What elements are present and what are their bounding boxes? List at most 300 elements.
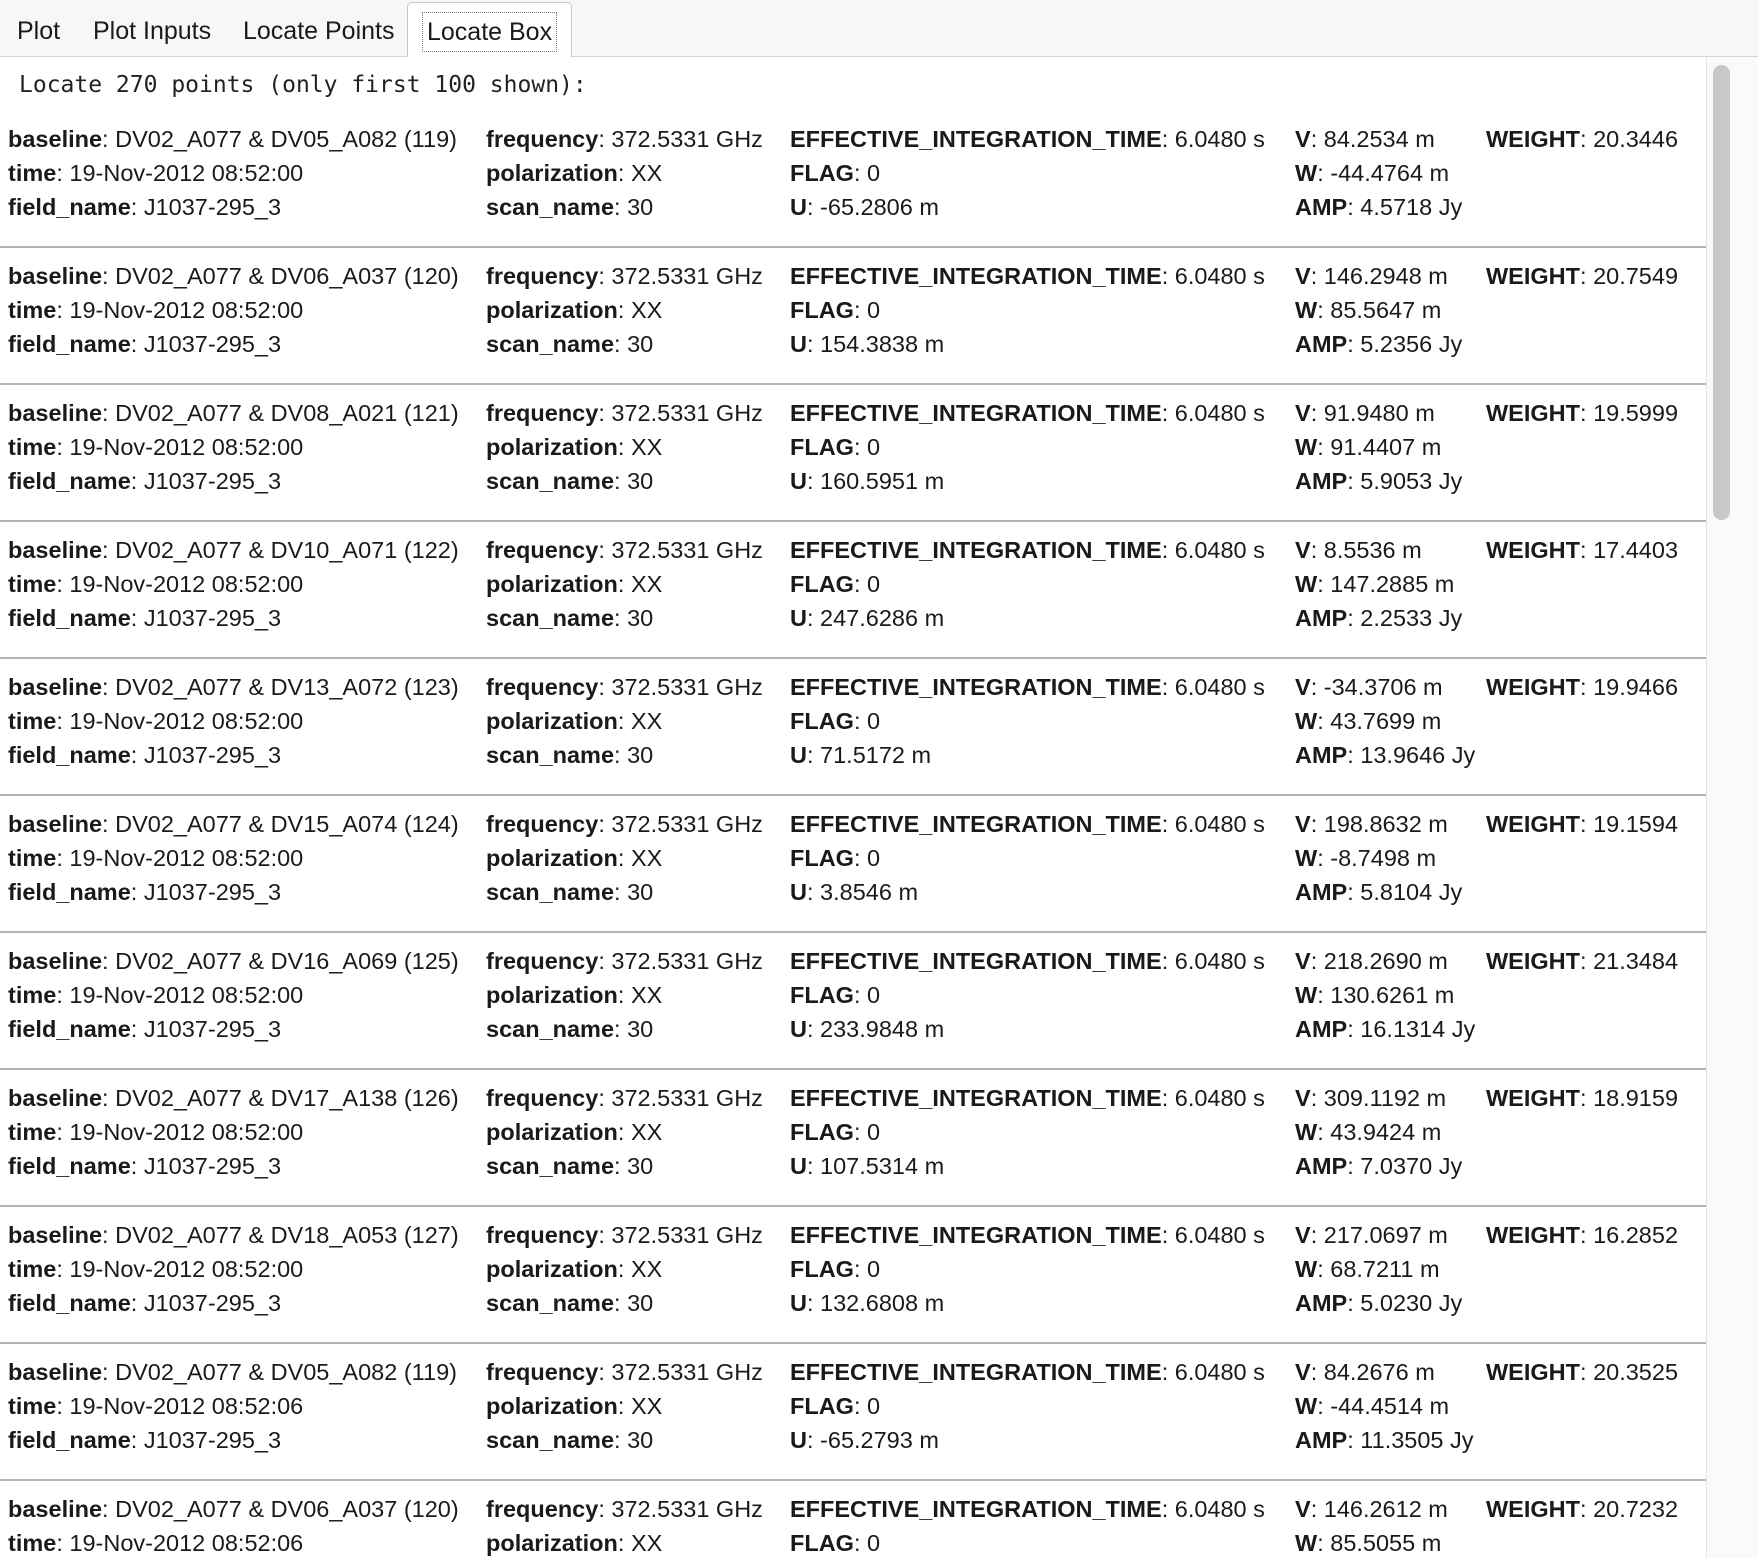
field-value: XX [630,1393,663,1419]
field-separator: : [1161,948,1175,974]
field-label: U [790,1427,807,1453]
field-field-name [8,738,281,772]
field-separator: : [617,160,631,186]
field-u [790,738,931,772]
field-separator: : [598,1222,612,1248]
field-value: DV02_A077 & DV05_A082 (119) [115,1359,457,1385]
field-value: 154.3838 m [820,331,945,357]
field-value: 0 [867,1256,881,1282]
scrollbar-thumb[interactable] [1713,65,1730,520]
field-weight [1486,1492,1678,1526]
field-value: DV02_A077 & DV10_A071 (122) [115,537,459,563]
field-separator: : [617,845,631,871]
field-label: scan_name [486,1153,615,1179]
field-baseline [8,944,459,978]
point-row [0,933,1706,1070]
field-frequency [486,1492,763,1526]
field-baseline [8,122,457,156]
field-eit [790,533,1265,567]
field-polarization [486,430,662,464]
field-scan-name [486,464,653,498]
field-label: AMP [1295,468,1348,494]
field-separator: : [1310,1222,1324,1248]
field-frequency [486,1218,763,1252]
field-label: scan_name [486,194,615,220]
field-value: 6.0480 s [1174,126,1265,152]
field-separator: : [56,1530,70,1556]
field-value: 372.5331 GHz [611,1085,763,1111]
field-value: J1037-295_3 [143,194,282,220]
field-separator: : [1580,948,1594,974]
field-separator: : [806,742,821,768]
field-w [1295,841,1436,875]
field-value: 85.5647 m [1330,297,1442,323]
field-separator: : [1310,263,1324,289]
field-eit [790,807,1265,841]
field-separator: : [1161,126,1175,152]
field-separator: : [1317,708,1331,734]
field-separator: : [1347,1016,1361,1042]
field-frequency [486,1355,763,1389]
field-value: 30 [627,742,654,768]
field-separator: : [102,948,116,974]
field-value: 217.0697 m [1323,1222,1448,1248]
field-time [8,1115,303,1149]
tab-locate-box[interactable]: Locate Box [407,2,572,58]
field-value: 0 [867,845,881,871]
field-value: DV02_A077 & DV17_A138 (126) [115,1085,459,1111]
field-value: 85.5055 m [1330,1530,1442,1556]
field-value: DV02_A077 & DV05_A082 (119) [115,126,457,152]
field-separator: : [130,194,144,220]
field-value: XX [630,571,663,597]
field-value: 5.0230 Jy [1360,1290,1463,1316]
field-flag [790,430,880,464]
field-label: baseline [8,811,103,837]
field-field-name [8,601,281,635]
field-value: 4.5718 Jy [1360,194,1463,220]
field-value: -44.4764 m [1330,160,1450,186]
field-label: time [8,1119,57,1145]
field-label: field_name [8,879,131,905]
field-separator: : [1347,879,1361,905]
field-separator: : [102,400,116,426]
field-separator: : [130,1016,144,1042]
field-polarization [486,156,662,190]
field-value: 91.9480 m [1323,400,1435,426]
field-baseline [8,1492,459,1526]
field-polarization [486,567,662,601]
field-value: -44.4514 m [1330,1393,1450,1419]
field-label: EFFECTIVE_INTEGRATION_TIME [790,1496,1162,1522]
field-separator: : [853,708,868,734]
field-separator: : [806,1427,821,1453]
field-separator: : [598,1085,612,1111]
field-value: 30 [627,194,654,220]
field-value: XX [630,1530,663,1556]
field-label: AMP [1295,742,1348,768]
field-separator: : [1347,331,1361,357]
field-baseline [8,396,459,430]
field-value: 0 [867,1119,881,1145]
field-time [8,1526,303,1558]
field-baseline [8,1081,459,1115]
field-label: FLAG [790,1256,854,1282]
field-time [8,293,303,327]
field-scan-name [486,601,653,635]
field-amp [1295,601,1462,635]
field-separator: : [102,1359,116,1385]
field-value: 372.5331 GHz [611,263,763,289]
field-separator: : [617,297,631,323]
field-scan-name [486,327,653,361]
field-label: scan_name [486,1427,615,1453]
field-scan-name [486,875,653,909]
field-label: polarization [486,434,618,460]
field-value: 372.5331 GHz [611,126,763,152]
field-separator: : [1580,1496,1594,1522]
field-value: 6.0480 s [1174,537,1265,563]
field-separator: : [1310,126,1324,152]
point-list [0,111,1706,1558]
field-polarization [486,293,662,327]
field-weight [1486,122,1678,156]
field-separator: : [853,160,868,186]
field-separator: : [598,263,612,289]
field-label: EFFECTIVE_INTEGRATION_TIME [790,1085,1162,1111]
field-weight [1486,1355,1678,1389]
field-v [1295,1218,1448,1252]
field-time [8,430,303,464]
field-label: field_name [8,1290,131,1316]
field-separator: : [806,1290,821,1316]
field-label: V [1295,1359,1311,1385]
field-value: 19-Nov-2012 08:52:00 [69,708,304,734]
field-w [1295,430,1441,464]
field-label: V [1295,674,1311,700]
field-separator: : [1317,434,1331,460]
field-label: frequency [486,1496,599,1522]
field-label: time [8,1256,57,1282]
field-label: W [1295,1119,1318,1145]
field-separator: : [598,1496,612,1522]
field-polarization [486,704,662,738]
field-label: polarization [486,160,618,186]
field-label: WEIGHT [1486,948,1580,974]
field-value: -65.2806 m [820,194,939,220]
field-value: 19-Nov-2012 08:52:00 [69,845,304,871]
field-value: 146.2948 m [1323,263,1448,289]
field-amp [1295,1012,1475,1046]
field-label: WEIGHT [1486,1496,1580,1522]
field-label: polarization [486,708,618,734]
field-label: scan_name [486,1290,615,1316]
field-label: polarization [486,297,618,323]
field-separator: : [1580,674,1594,700]
field-value: 146.2612 m [1323,1496,1448,1522]
field-value: 198.8632 m [1323,811,1448,837]
field-u [790,1149,944,1183]
field-frequency [486,1081,763,1115]
field-label: W [1295,571,1318,597]
field-separator: : [853,845,868,871]
field-separator: : [1347,1427,1361,1453]
field-weight [1486,396,1678,430]
point-row [0,385,1706,522]
field-value: 6.0480 s [1174,674,1265,700]
field-polarization [486,841,662,875]
field-label: V [1295,1496,1311,1522]
field-eit [790,1218,1265,1252]
field-separator: : [598,537,612,563]
field-value: DV02_A077 & DV16_A069 (125) [115,948,459,974]
field-label: field_name [8,742,131,768]
field-separator: : [806,331,821,357]
field-w [1295,1115,1441,1149]
field-value: 6.0480 s [1174,1359,1265,1385]
field-value: 130.6261 m [1330,982,1455,1008]
field-separator: : [1161,1496,1175,1522]
field-value: DV02_A077 & DV13_A072 (123) [115,674,459,700]
tab-locate-points[interactable]: Locate Points [243,17,395,45]
field-separator: : [56,571,70,597]
field-label: baseline [8,948,103,974]
field-label: U [790,1290,807,1316]
field-separator: : [853,1256,868,1282]
field-flag [790,156,880,190]
field-time [8,156,303,190]
field-value: 6.0480 s [1174,1496,1265,1522]
field-separator: : [1580,400,1594,426]
field-time [8,567,303,601]
field-label: frequency [486,948,599,974]
tab-plot-inputs[interactable]: Plot Inputs [93,17,212,45]
field-value: 19.5999 [1593,400,1679,426]
field-label: time [8,708,57,734]
field-value: XX [630,434,663,460]
field-separator: : [617,708,631,734]
field-separator: : [1317,1530,1331,1556]
field-separator: : [1347,194,1361,220]
field-value: 6.0480 s [1174,400,1265,426]
field-polarization [486,1526,662,1558]
field-separator: : [1580,126,1594,152]
field-separator: : [1317,982,1331,1008]
field-value: 247.6286 m [820,605,945,631]
field-u [790,464,944,498]
field-separator: : [598,811,612,837]
field-label: baseline [8,263,103,289]
point-row [0,522,1706,659]
tab-plot[interactable]: Plot [17,17,61,45]
field-time [8,1252,303,1286]
field-value: 160.5951 m [820,468,945,494]
field-separator: : [614,331,628,357]
field-separator: : [614,742,628,768]
field-separator: : [56,160,70,186]
field-value: 19-Nov-2012 08:52:00 [69,571,304,597]
field-label: AMP [1295,1427,1348,1453]
field-label: U [790,879,807,905]
field-flag [790,841,880,875]
field-separator: : [598,948,612,974]
field-label: frequency [486,537,599,563]
field-separator: : [1347,605,1361,631]
field-label: baseline [8,1085,103,1111]
field-label: frequency [486,674,599,700]
field-separator: : [1310,400,1324,426]
field-separator: : [130,605,144,631]
field-label: W [1295,1393,1318,1419]
field-label: field_name [8,605,131,631]
field-field-name [8,190,281,224]
field-value: XX [630,1119,663,1145]
field-frequency [486,807,763,841]
field-value: XX [630,160,663,186]
field-value: XX [630,297,663,323]
field-label: polarization [486,571,618,597]
field-separator: : [614,468,628,494]
field-value: J1037-295_3 [143,742,282,768]
field-value: 20.7549 [1593,263,1679,289]
field-separator: : [1580,1222,1594,1248]
field-value: DV02_A077 & DV06_A037 (120) [115,1496,459,1522]
field-separator: : [614,879,628,905]
field-label: baseline [8,537,103,563]
field-label: FLAG [790,1530,854,1556]
field-w [1295,1252,1440,1286]
field-value: J1037-295_3 [143,331,282,357]
field-value: 30 [627,1153,654,1179]
field-label: V [1295,948,1311,974]
field-time [8,841,303,875]
field-label: frequency [486,1222,599,1248]
field-label: WEIGHT [1486,126,1580,152]
field-weight [1486,259,1678,293]
field-label: time [8,845,57,871]
field-value: J1037-295_3 [143,605,282,631]
field-separator: : [1317,1256,1331,1282]
field-separator: : [617,1530,631,1556]
field-baseline [8,670,459,704]
field-value: 3.8546 m [820,879,919,905]
field-field-name [8,1286,281,1320]
field-separator: : [1580,1359,1594,1385]
field-label: V [1295,537,1311,563]
field-separator: : [806,605,821,631]
field-separator: : [853,297,868,323]
field-separator: : [598,674,612,700]
field-field-name [8,464,281,498]
field-label: time [8,297,57,323]
field-label: AMP [1295,605,1348,631]
field-value: XX [630,845,663,871]
field-value: 84.2676 m [1323,1359,1435,1385]
field-value: 68.7211 m [1330,1256,1440,1282]
field-separator: : [806,468,821,494]
field-label: AMP [1295,879,1348,905]
field-amp [1295,1286,1462,1320]
field-value: 132.6808 m [820,1290,945,1316]
field-separator: : [1161,811,1175,837]
field-label: baseline [8,126,103,152]
field-separator: : [1317,845,1331,871]
field-value: 7.0370 Jy [1360,1153,1463,1179]
field-value: 6.0480 s [1174,811,1265,837]
field-value: XX [630,1256,663,1282]
field-u [790,601,944,635]
field-weight [1486,1218,1678,1252]
field-value: XX [630,708,663,734]
field-separator: : [1580,537,1594,563]
field-label: WEIGHT [1486,537,1580,563]
field-separator: : [806,1016,821,1042]
field-label: V [1295,811,1311,837]
field-polarization [486,1115,662,1149]
field-amp [1295,190,1462,224]
field-label: WEIGHT [1486,1085,1580,1111]
locate-results-panel [0,57,1706,1558]
field-label: FLAG [790,160,854,186]
field-label: U [790,331,807,357]
field-w [1295,156,1449,190]
field-label: time [8,434,57,460]
field-separator: : [806,1153,821,1179]
field-value: 19-Nov-2012 08:52:06 [69,1393,304,1419]
field-value: 372.5331 GHz [611,537,763,563]
field-value: 16.2852 [1593,1222,1679,1248]
field-label: WEIGHT [1486,674,1580,700]
field-value: DV02_A077 & DV18_A053 (127) [115,1222,459,1248]
field-value: 6.0480 s [1174,263,1265,289]
field-value: 19-Nov-2012 08:52:00 [69,297,304,323]
field-label: WEIGHT [1486,811,1580,837]
field-label: frequency [486,811,599,837]
field-label: scan_name [486,331,615,357]
field-separator: : [1317,160,1331,186]
field-value: 13.9646 Jy [1360,742,1476,768]
field-scan-name [486,1423,653,1457]
field-label: V [1295,400,1311,426]
field-value: 233.9848 m [820,1016,945,1042]
field-value: 6.0480 s [1174,948,1265,974]
field-value: DV02_A077 & DV06_A037 (120) [115,263,459,289]
vertical-scrollbar[interactable] [1706,57,1758,1558]
field-label: WEIGHT [1486,400,1580,426]
field-label: WEIGHT [1486,1359,1580,1385]
field-value: -8.7498 m [1330,845,1437,871]
field-label: FLAG [790,297,854,323]
field-label: field_name [8,468,131,494]
field-separator: : [614,1153,628,1179]
field-time [8,1389,303,1423]
field-value: 0 [867,1393,881,1419]
field-value: 5.8104 Jy [1360,879,1463,905]
field-separator: : [1161,674,1175,700]
field-label: W [1295,160,1318,186]
field-value: 372.5331 GHz [611,1496,763,1522]
field-label: time [8,1393,57,1419]
field-flag [790,1252,880,1286]
field-polarization [486,1252,662,1286]
field-value: 30 [627,605,654,631]
field-separator: : [853,434,868,460]
field-value: 30 [627,468,654,494]
field-label: AMP [1295,331,1348,357]
field-separator: : [598,1359,612,1385]
field-label: polarization [486,982,618,1008]
field-value: 6.0480 s [1174,1222,1265,1248]
